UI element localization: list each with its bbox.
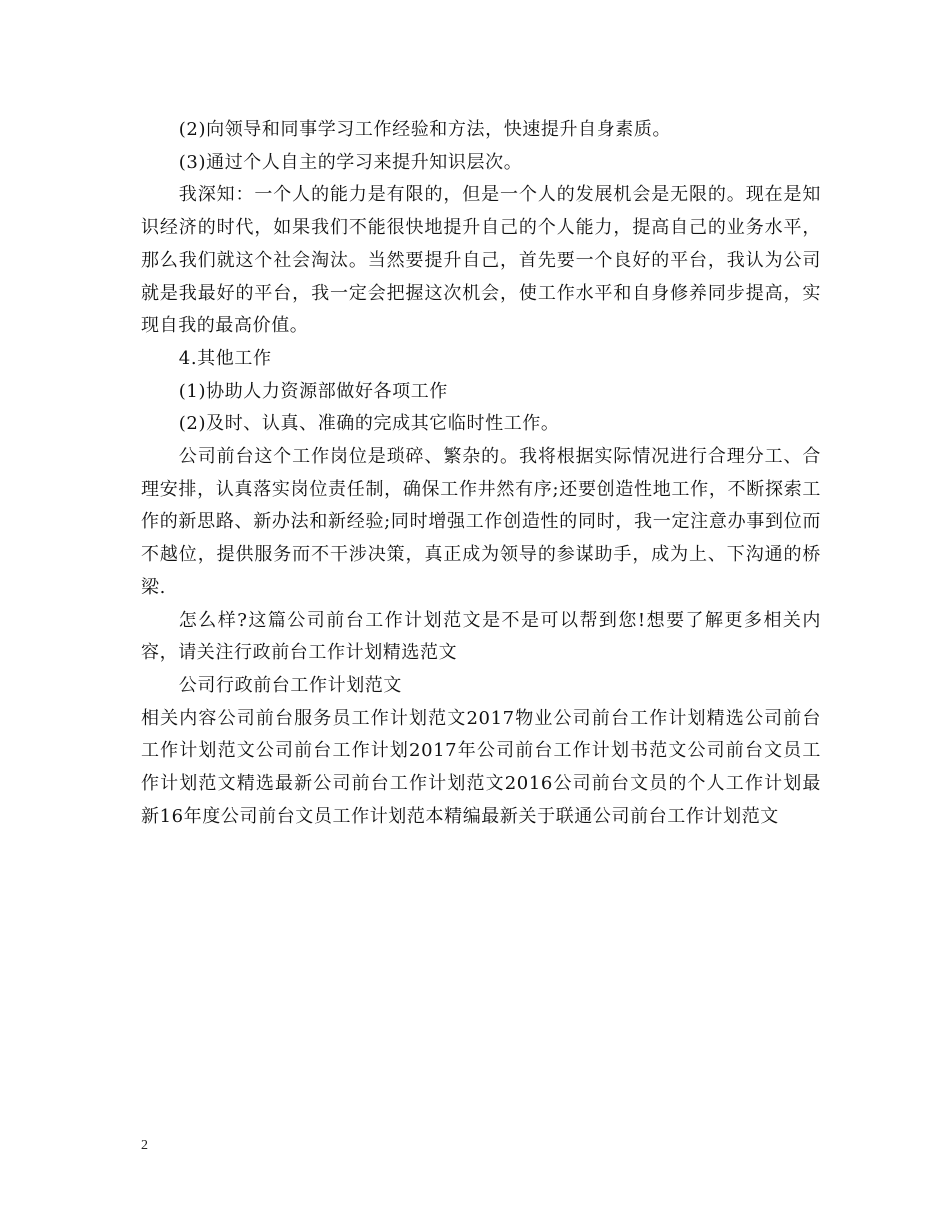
paragraph-front-desk: 公司前台这个工作岗位是琐碎、繁杂的。我将根据实际情况进行合理分工、合理安排，认真落实岗位责任制，确保工作井然有序;还要创造性地工作，不断探索工作的新思路、新办法和新经验;同时增强工作创造性的同时，我一定注意办事到位而不越位，提供服务而不干涉决策，真正成为领导的参谋助手，成为上、下沟通的桥梁. [141, 446, 821, 598]
paragraph-item-1-hr: (1)协助人力资源部做好各项工作 [178, 380, 448, 402]
paragraph-promo: 怎么样?这篇公司前台工作计划范文是不是可以帮到您!想要了解更多相关内容，请关注行政前台工作计划精选范文 [141, 609, 821, 664]
paragraph-link-title: 公司行政前台工作计划范文 [178, 674, 402, 696]
paragraph-ability: 我深知：一个人的能力是有限的，但是一个人的发展机会是无限的。现在是知识经济的时代，如果我们不能很快地提升自己的个人能力，提高自己的业务水平，那么我们就这个社会淘汰。当然要提升自己，首先要一个良好的平台，我认为公司就是我最好的平台，我一定会把握这次机会，使工作水平和自身修养同步提高，实现自我的最高价值。 [141, 184, 821, 337]
document-body [141, 114, 821, 833]
paragraph-item-2-temp: (2)及时、认真、准确的完成其它临时性工作。 [178, 413, 560, 435]
paragraph-item-3: (3)通过个人自主的学习来提升知识层次。 [178, 151, 523, 173]
section-heading-other-work: 4.其他工作 [178, 347, 272, 369]
paragraph-item-2: (2)向领导和同事学习工作经验和方法，快速提升自身素质。 [178, 119, 672, 140]
related-content: 相关内容公司前台服务员工作计划范文2017物业公司前台工作计划精选公司前台工作计划范文公司前台工作计划2017年公司前台工作计划书范文公司前台文员工作计划范文精选最新公司前台工作计划范文2016公司前台文员的个人工作计划最新16年度公司前台文员工作计划范本精编最新关于联通公司前台工作计划范文 [141, 707, 821, 827]
page-number: 2 [141, 1138, 148, 1153]
